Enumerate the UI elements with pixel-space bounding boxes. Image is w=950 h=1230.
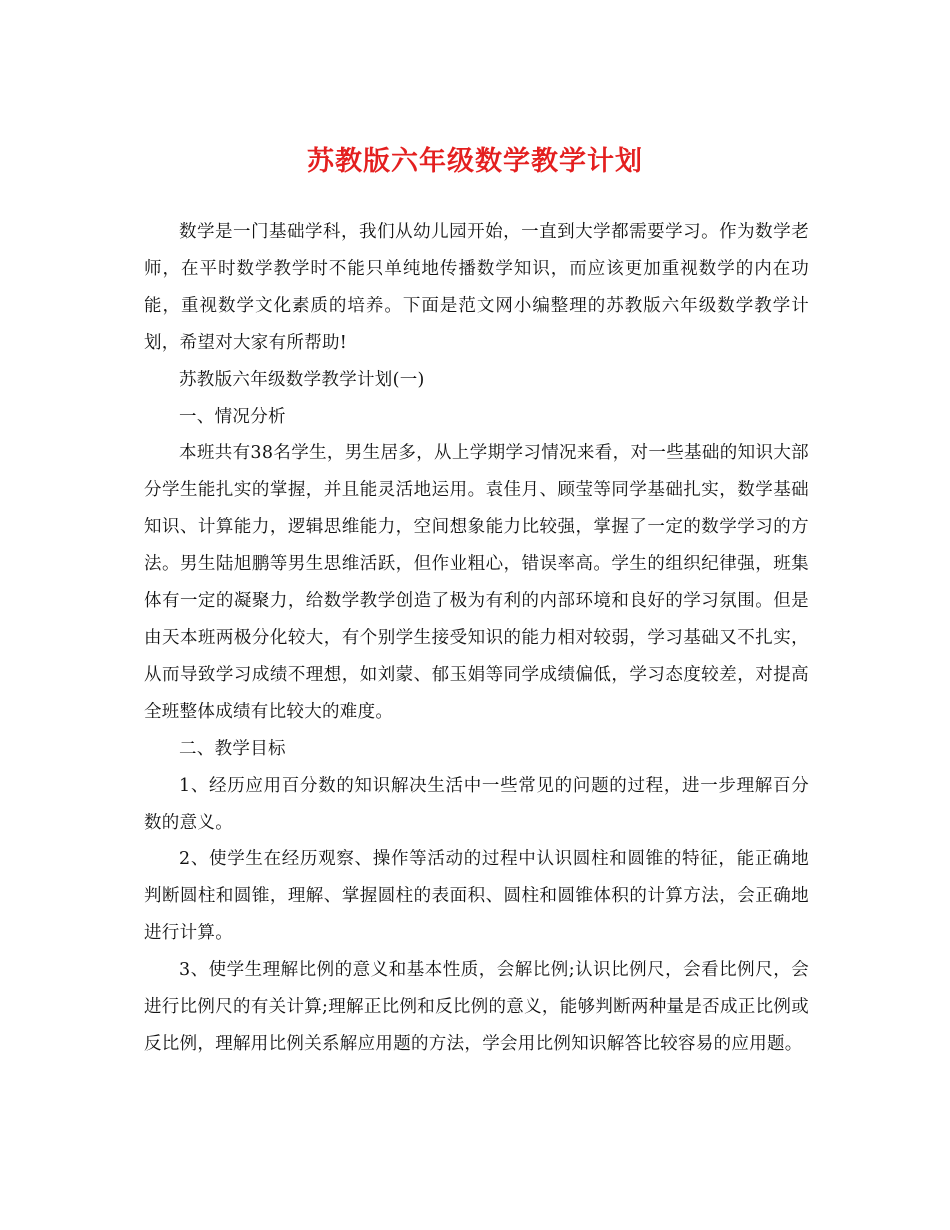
document-body [144,214,809,1063]
section-heading-situation: 一、情况分析 [179,406,286,427]
section-heading-plan-1: 苏教版六年级数学教学计划(一) [179,369,425,390]
intro-paragraph: 数学是一门基础学科，我们从幼儿园开始，一直到大学都需要学习。作为数学老师，在平时数学教学时不能只单纯地传播数学知识，而应该更加重视数学的内在功能，重视数学文化素质的培养。下面是范文网小编整理的苏教版六年级数学教学计划，希望对大家有所帮助! [144,222,809,353]
situation-paragraph: 本班共有38名学生，男生居多，从上学期学习情况来看，对一些基础的知识大部分学生能扎实的掌握，并且能灵活地运用。袁佳月、顾莹等同学基础扎实，数学基础知识、计算能力，逻辑思维能力，空间想象能力比较强，掌握了一定的数学学习的方法。男生陆旭鹏等男生思维活跃，但作业粗心，错误率高。学生的组织纪律强，班集体有一定的凝聚力，给数学教学创造了极为有利的内部环境和良好的学习氛围。但是由天本班两极分化较大，有个别学生接受知识的能力相对较弱，学习基础又不扎实，从而导致学习成绩不理想，如刘蒙、郁玉娟等同学成绩偏低，学习态度较差，对提高全班整体成绩有比较大的难度。 [144,443,809,722]
section-heading-goals: 二、教学目标 [179,738,286,759]
goal-item-1: 1、经历应用百分数的知识解决生活中一些常见的问题的过程，进一步理解百分数的意义。 [144,775,809,833]
goal-item-3: 3、使学生理解比例的意义和基本性质，会解比例;认识比例尺，会看比例尺，会进行比例尺的有关计算;理解正比例和反比例的意义，能够判断两种量是否成正比例或反比例，理解用比例关系解应用题的方法，学会用比例知识解答比较容易的应用题。 [144,960,809,1054]
document-title: 苏教版六年级数学教学计划 [307,146,643,177]
goal-item-2: 2、使学生在经历观察、操作等活动的过程中认识圆柱和圆锥的特征，能正确地判断圆柱和圆锥，理解、掌握圆柱的表面积、圆柱和圆锥体积的计算方法，会正确地进行计算。 [144,849,809,944]
